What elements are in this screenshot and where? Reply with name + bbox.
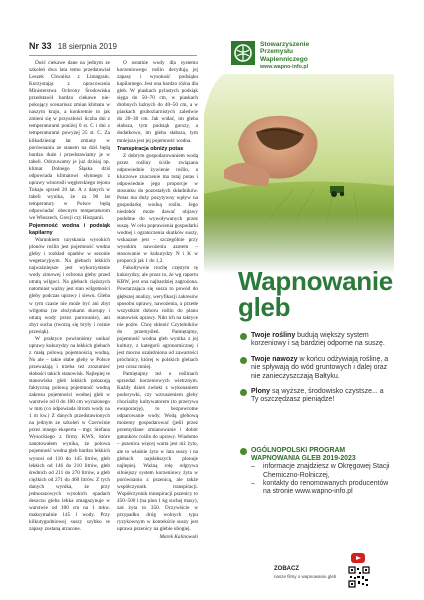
article-column-1 (29, 60, 110, 580)
article-paragraph: Z dobrym gospodarowaniem wodą przez rośliny ściśle związana odpowiednie żywienie roślin, a kluczowe znaczenie ma tutaj potas i odpowiednie jego proporcje w stosunku do pozostałych składników. Potas ma duży pozytywny wpływ na gospodarkę wodną roślin. Jego niedobór może dawać objawy podobne do wywoływanych przez suszę. W celu poprawienia gospodarki wodnej i ograniczenia skutków suszy, wskazane jest – szczególnie przy wysokim nawożeniu azotem – stosowanie w kukurydzy N i K w proporcji jak 1 do 1,2. (117, 152, 198, 265)
hands-holding-soil-photo (204, 74, 394, 274)
benefit-text: w końcu odżywiają roślinę, a nie spływają do wód gruntowych i dalej oraz nie zanieczyszczają Bałtyku. (251, 355, 389, 380)
logo-line-2: Przemysłu (260, 48, 293, 56)
bullet-icon (240, 389, 247, 396)
benefit-item (240, 356, 390, 381)
bullet-icon (240, 357, 247, 364)
article-paragraph: Dość ciekawe dane na jednym ze szkoleń dwa lata temu przedstawiał Leszek Chwalisz z Limagrain. Korzystając z opracowania Ministerstwa Ochrony Środowiska przedstawił bardzo ciekawe nie-pokojący scenariusz zmian klimatu w naszym kraju, a konkretnie to jak zmieni się w przyszłości liczba dni z temperaturami poniżej 0 st. C i dni z temperaturami powyżej 25 st. C. Za kilkadziesiąt lat zmiany w porównaniu ze stanem na dziś będą bardzo duże i przedstawiamy je w tabeli. Odczuwamy je już dzisiaj np. klimat Dolnego Śląska dziś odpowiada klimatowi słynnego z uprawy winorośli węgierskiego rejonu Tokaju sprzed 20 lat. A z danych w tabeli wynika, że za 90 lat temperatury w Polsce będą odpowiadać obecnym temperaturom we Włoszech, Grecji czy Hiszpanii. (29, 60, 110, 222)
association-url[interactable]: www.wapno-info.pl (260, 64, 309, 70)
logo-line-3: Wapienniczego (260, 55, 308, 63)
benefit-item (240, 332, 390, 349)
video-promo[interactable] (268, 553, 384, 591)
benefit-bold: Twoje rośliny (251, 332, 296, 339)
program-title: OGÓLNOPOLSKI PROGRAM WAPNOWANIA GLEB 2019-2023 (251, 447, 356, 463)
article-paragraph: Fakultywnie trochę częstym tę kukurydzy, ale przez to, że wg raportu KBW, jest ona najbardziej zagrożona. Powtarzająca się susza to powód do głębszej analizy, weryfikacji zakresów sposobu uprawy, nawożenia, a przede wszystkim doboru roślin do planu stanowisk uprawy. Nikt ich na taktyce nie pożre. Chcę skłonić Czytelników do przemyśleń. Pamiętajmy, pojemność wodna gleb wynika z jej kultury, z kategorii agronomicznej i jest mocno uzależniona od zawartości próchnicy, której w polskich glebach jest coraz mniej. (117, 265, 198, 370)
article-paragraph: O ostatnie wody dla systemu korzeniowego roślin decydują jej zapasy i wysokość podsiąku kapilarnego. Jest ona bardzo różna dla gleb. W piaskach pylastych podsiąk sięga do 50–70 cm, w piaskach drobnych luźnych do 40–50 cm, a w piaskach gruboziarnistych zaledwie do 20–30 cm. Jak widać, im gleba słabsza, tym podsiąk gorszy, a dodatkowo, im gleba słabsza, tym mniejsza jest jej pojemność wodna. (117, 60, 198, 144)
program-item: – informacje znajdziesz w Okręgowej Stacji Chemiczno-Rolniczej, (251, 463, 390, 479)
program-section (240, 447, 392, 496)
article-paragraph: Warunkiem uzyskania wysokich plonów roślin jest pojemność wodna gleby i rozkład opadów w sezonie wegetacyjnym. Na glebach lekkich najważniejsze jest wykorzystanie wody zimowej i ochrona gleby przed utratą wilgoci. Na glebach cięższych natomiast ważny jest stan wilgotności gleby podczas uprawy i siewu. Gleba w tym czasie nie może być ani zbyt wilgotna (ze złożyskami skorupy i utratą wody przez parowanie), ani zbyt sucha (tworzą się bryły i rośnie przesiąk). (29, 237, 110, 335)
program-heading (240, 447, 392, 463)
header-divider (29, 55, 197, 56)
video-caption: nasze filmy o wapnowaniu gleb (274, 574, 337, 579)
section-heading: Pojemność wodna i podsiąk kapilarny (29, 223, 110, 237)
youtube-icon[interactable] (351, 553, 365, 563)
program-item-text: informacje znajdziesz w Okręgowej Stacji Chemiczno-Rolniczej, (263, 463, 390, 479)
headline-line-1: Wapnowanie (238, 266, 393, 296)
author-signature: Marek Kalinowski (159, 534, 198, 541)
article-paragraph: W praktyce powinniśmy unikać uprawy kukurydzy na lekkich glebach z małą polową pojemnością wodną. No ale – takie słabe gleby w Polsce przeważają i trzeba też zrozumieć słabości takich stanowisk. Najlepiej te stanowiska gleb lekkich pokazują faktyczną polową pojemność wodną zakresu pojemności wodnej gleb w warstwie od 0 do 100 cm wyrażonego w mm (co odpowiada litrom wody na 1 m kw.) Z danych przedstawionych na jednym ze szkoleń w Czerwinie przez innego eksperta – mgr. Stefana Wysockiego z firmy KWS, które zanotowałem wynika, że polowa pojemność wodna gleb bardzo lekkich wynosi od 110 do 145 litrów, gleb lekkich od 146 do 210 litrów, gleb średnich od 211 do 270 litrów, a gleb ciężkich od 271 do 460 litrów. Z tych danych wynika, że przy jednorazowych wysokich opadach deszczu gleba lekka zmagazynuje w warstwie od 100 cm na 1 mkw. maksymalnie 145 l wody. Przy kilkutygodniowej suszy szybko te zapasy zostaną utracone. (29, 335, 110, 532)
advertisement-panel (204, 32, 394, 595)
bullet-icon (240, 448, 247, 455)
program-item: – kontakty do renomowanych producentów na stronie www.wapno-info.pl (251, 479, 389, 496)
article-column-2 (117, 60, 198, 580)
benefit-list (240, 332, 390, 412)
benefit-bold: Plony (251, 388, 271, 396)
benefit-text: są wyższe, środowisko czystsze... a Ty oszczędzasz pieniądze! (251, 388, 384, 404)
bullet-icon (240, 333, 247, 340)
issue-line (29, 41, 117, 51)
benefit-item (240, 388, 390, 405)
program-item-text: kontakty do renomowanych producentów na stronie www.wapno-info.pl (263, 479, 389, 496)
headline-line-2: gleb (238, 292, 291, 322)
association-logo-icon (231, 41, 255, 65)
benefit-text: budują większy system korzeniowy i są bardziej odporne na suszę. (251, 332, 385, 348)
qr-code-icon[interactable] (348, 566, 370, 588)
video-label: ZOBACZ (274, 566, 299, 572)
section-heading: Transpiracja obniży potas (117, 145, 184, 152)
issue-number: Nr 33 (29, 41, 52, 51)
article-paragraph: Pamiętajmy też o roślinach sprzedaż korzeniowych wietrznym. Kaźdy dzień zwłoki z wykonaniem podorywki, czy wzruszeniem gleby chociażby kultywatorem (to przerywa ewaporację), to bezpowrotne odparowanie wody. Wodą glebową możemy gospodarować (jeśli przez przemyślane zmianowanie i dobór gatunków roślin do uprawy. Wiadomo – pszenica więcej warta jest niż żyto, ale to właśnie żyto w lata suszy i na glebach najsłabszych plonuje najlepiej. Ważną rolę odgrywa silniejszy system korzeniowy żyta w porównaniu z pszenicą, ale także współczynnik transpiracji. Współczynnik transpiracji pszenicy to 450–500 l (na plon 1 kg suchej masy), zaś żyta to 350. Oczywiście w przypadku dróg wolnych typu ryzykownym w kontekście suszy jest uprawa pszenicy na glebie ubogiej. (117, 371, 198, 533)
benefit-bold: Twoje nawozy (251, 355, 298, 363)
association-name (260, 41, 309, 63)
issue-date: 18 sierpnia 2019 (57, 42, 117, 51)
logo-line-1: Stowarzyszenie (260, 41, 310, 48)
